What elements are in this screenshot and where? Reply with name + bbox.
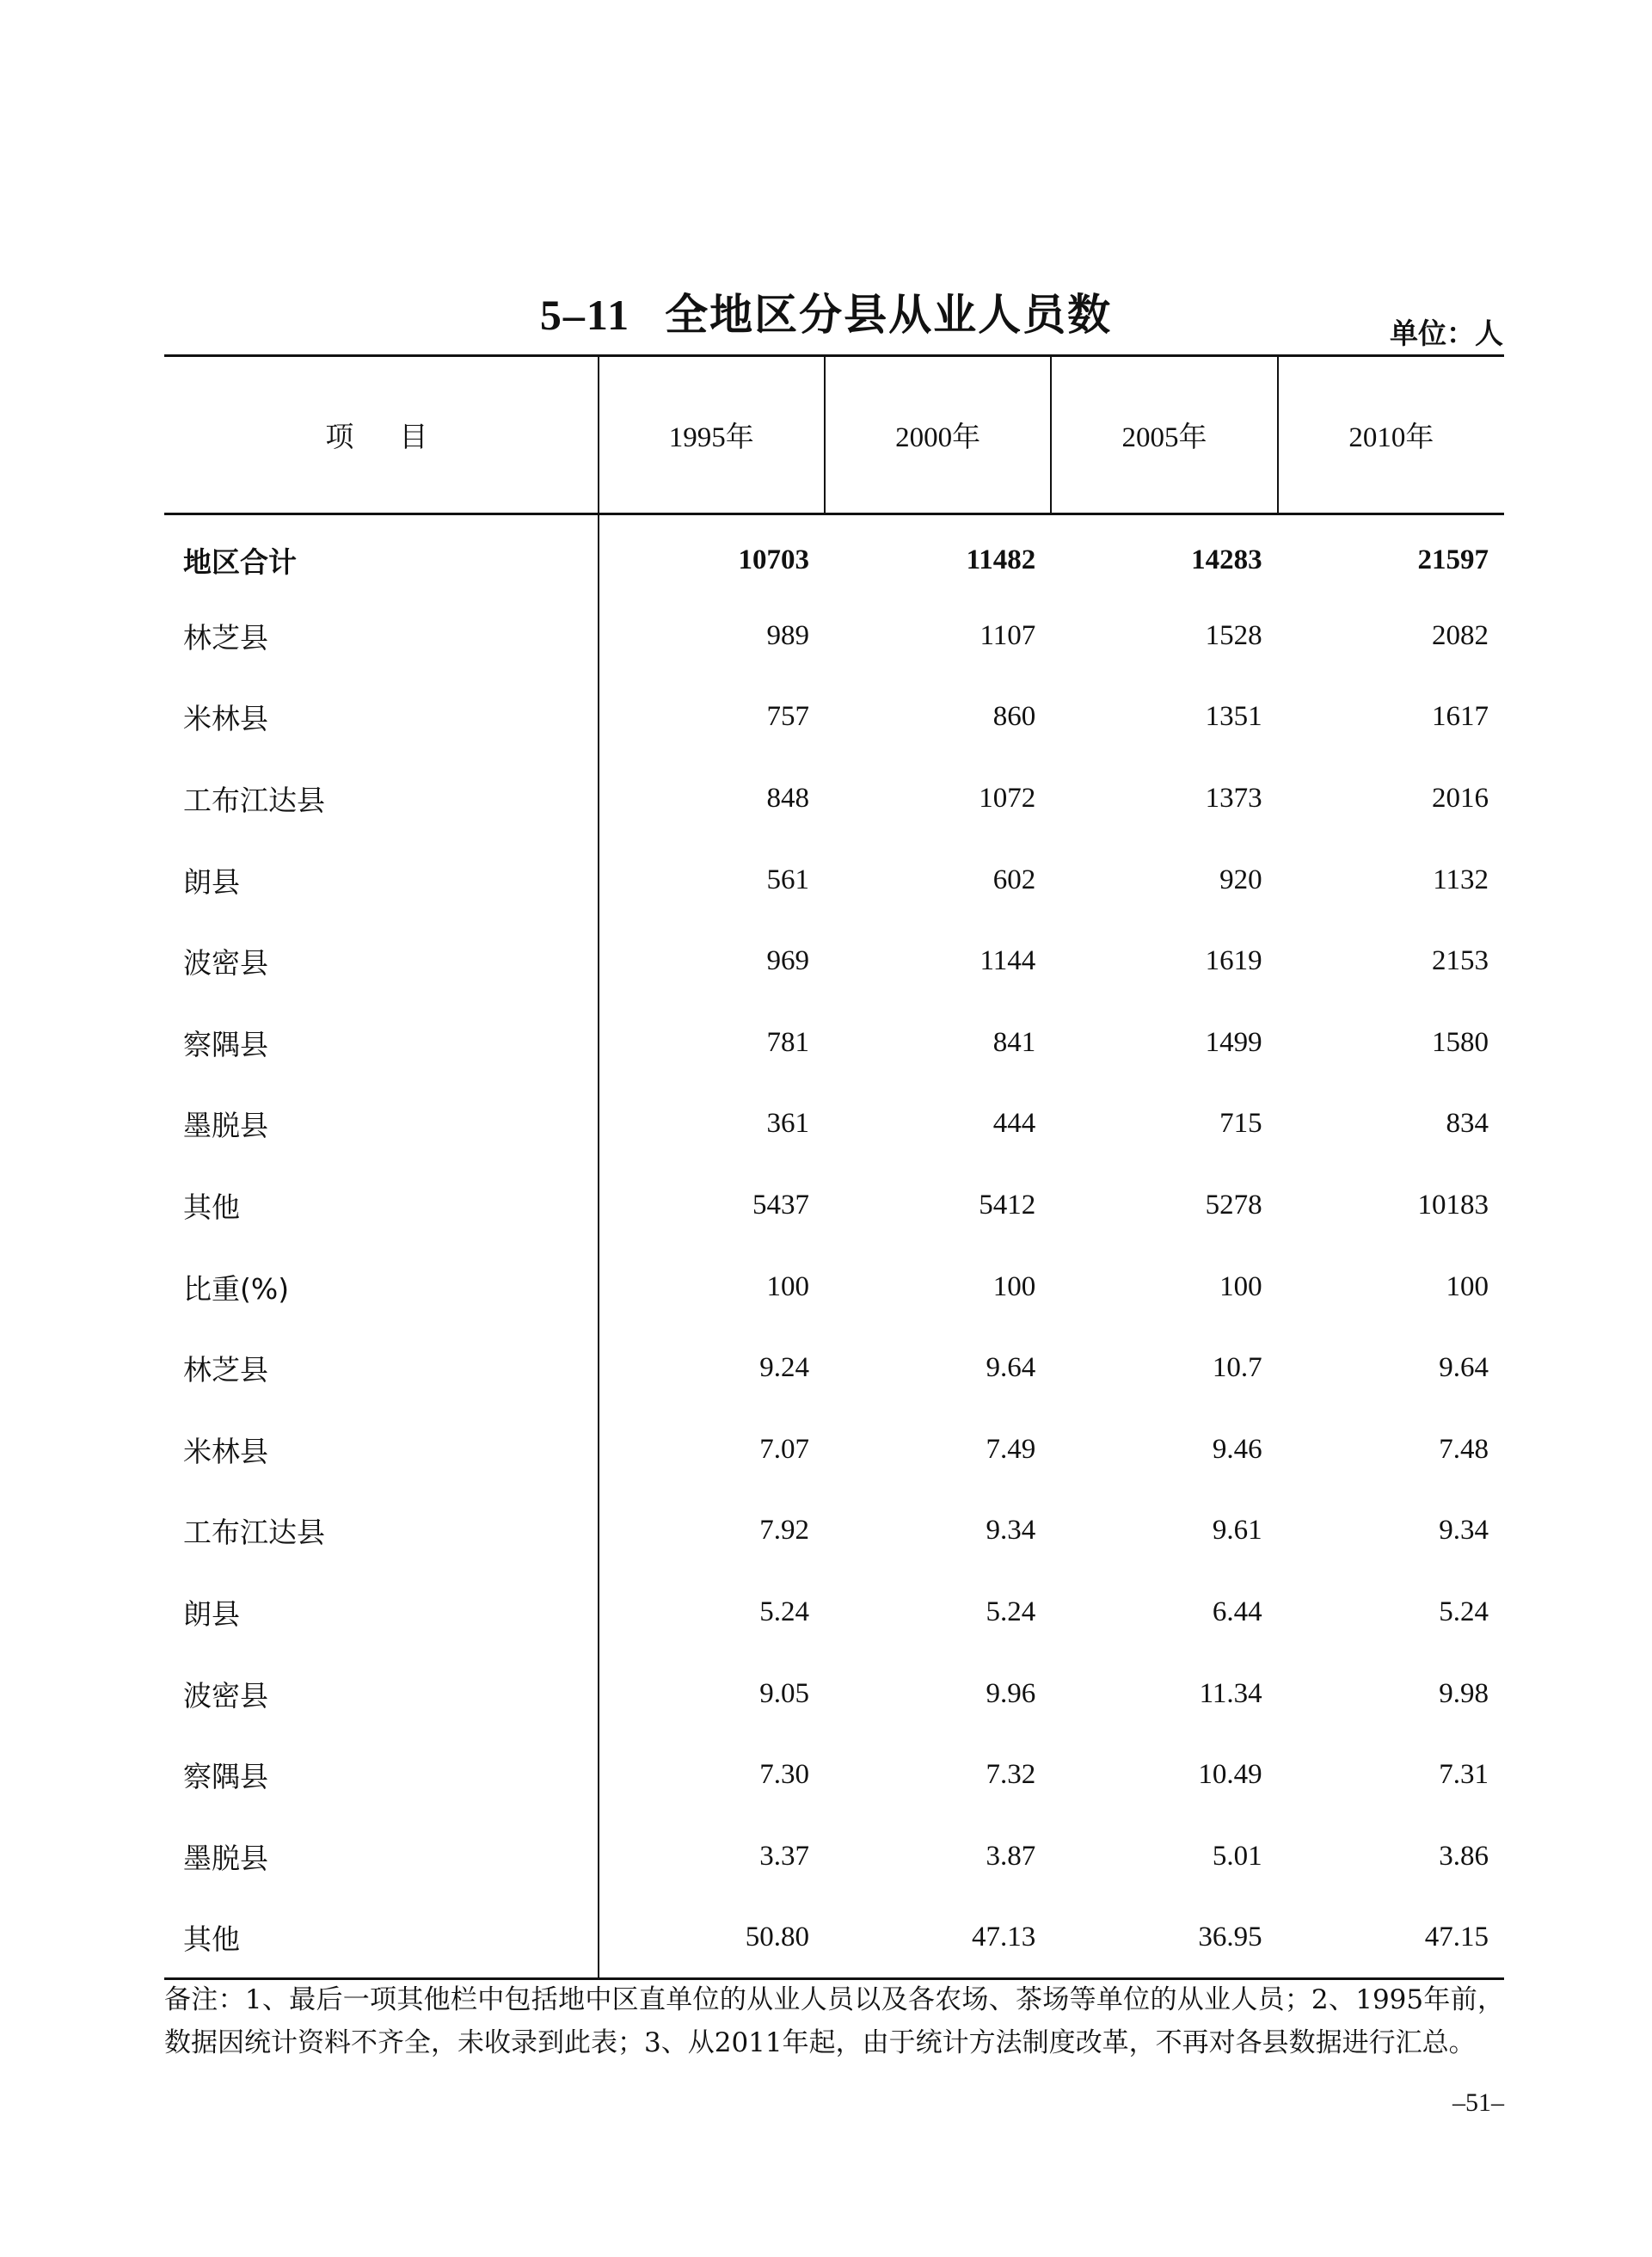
cell-value: 9.98 [1439,1677,1489,1709]
cell-value: 2082 [1432,619,1489,651]
page-number: –51– [1452,2088,1504,2117]
cell-value: 47.13 [825,1897,1051,1979]
table-row [164,1897,1504,1979]
row-label: 墨脱县 [164,1084,599,1165]
cell-value: 2153 [1432,945,1489,977]
cell-value: 3.86 [1439,1840,1489,1872]
header-2005: 2005年 [1051,356,1277,514]
row-label: 波密县 [164,920,599,1002]
table-row [164,1653,1504,1735]
cell-value: 969 [766,945,809,977]
table-row [164,920,1504,1002]
table-row [164,1246,1504,1328]
cell-value: 100 [1219,1270,1262,1302]
cell-value: 10.49 [1198,1759,1262,1791]
cell-value: 920 [1219,864,1262,895]
cell-value: 7.48 [1439,1433,1489,1465]
cell-value: 1619 [1205,945,1262,977]
cell-value: 9.64 [986,1352,1036,1384]
cell-value: 1617 [1432,701,1489,733]
cell-value: 7.92 [759,1515,809,1547]
table-header-row [164,356,1504,514]
cell-value: 7.07 [759,1433,809,1465]
cell-value: 9.61 [1212,1515,1262,1547]
cell-value: 9.34 [1439,1515,1489,1547]
row-label: 朗县 [164,1571,599,1653]
table-row [164,1409,1504,1491]
footnote: 备注：1、最后一项其他栏中包括地中区直单位的从业人员以及各农场、茶场等单位的从业人员；2、1995年前，数据因统计资料不齐全，未收录到此表；3、从2011年起，由于统计方法制度改革，不再对各县数据进行汇总。 [164,1984,1504,2058]
row-label: 米林县 [164,677,599,759]
table-body [164,514,1504,1979]
row-label: 比重(%) [164,1246,599,1328]
cell-value: 100 [1446,1270,1489,1302]
row-label: 米林县 [164,1409,599,1491]
row-label: 波密县 [164,1653,599,1735]
row-label: 墨脱县 [164,1816,599,1897]
table-row [164,1571,1504,1653]
cell-value: 47.15 [1278,1897,1504,1979]
cell-value: 7.30 [759,1759,809,1791]
cell-value: 7.32 [986,1759,1036,1791]
cell-value: 757 [766,701,809,733]
cell-value: 10.7 [1212,1352,1262,1384]
cell-value: 21597 [1417,544,1489,576]
cell-value: 3.87 [986,1840,1036,1872]
cell-value: 100 [766,1270,809,1302]
row-label: 林芝县 [164,595,599,677]
cell-value: 9.64 [1439,1352,1489,1384]
cell-value: 1499 [1205,1026,1262,1058]
cell-value: 10183 [1417,1190,1489,1221]
cell-value: 9.96 [986,1677,1036,1709]
cell-value: 9.05 [759,1677,809,1709]
cell-value: 841 [992,1026,1036,1058]
cell-value: 1107 [980,619,1036,651]
table-row [164,1165,1504,1246]
table-title: 全地区分县从业人员数 [665,288,1113,340]
table-row [164,1734,1504,1816]
cell-value: 5278 [1205,1190,1262,1221]
cell-value: 444 [992,1108,1036,1140]
cell-value: 36.95 [1051,1897,1277,1979]
row-label: 其他 [164,1897,599,1979]
cell-value: 5412 [979,1190,1036,1221]
table-row [164,1084,1504,1165]
table-row [164,1327,1504,1409]
table-row [164,839,1504,921]
cell-value: 1144 [980,945,1036,977]
cell-value: 1351 [1205,701,1262,733]
row-label: 工布江达县 [164,758,599,839]
cell-value: 9.24 [759,1352,809,1384]
cell-value: 602 [992,864,1036,895]
table-row [164,514,1504,596]
employment-table [164,354,1504,1980]
cell-value: 5.24 [986,1596,1036,1628]
cell-value: 5437 [752,1190,809,1221]
cell-value: 1072 [979,783,1036,815]
cell-value: 50.80 [599,1897,825,1979]
cell-value: 1580 [1432,1026,1489,1058]
cell-value: 11.34 [1199,1677,1262,1709]
cell-value: 5.01 [1212,1840,1262,1872]
table-number: 5–11 [539,290,631,339]
row-label: 朗县 [164,839,599,921]
cell-value: 7.49 [986,1433,1036,1465]
cell-value: 561 [766,864,809,895]
cell-value: 5.24 [1439,1596,1489,1628]
header-2000: 2000年 [825,356,1051,514]
cell-value: 848 [766,783,809,815]
unit-label: 单位：人 [1390,317,1503,350]
cell-value: 9.34 [986,1515,1036,1547]
cell-value: 7.31 [1439,1759,1489,1791]
cell-value: 860 [992,701,1036,733]
header-item: 项 目 [164,356,599,514]
row-label: 工布江达县 [164,1491,599,1572]
cell-value: 3.37 [759,1840,809,1872]
row-label: 地区合计 [164,514,599,596]
table-row [164,595,1504,677]
header-1995: 1995年 [599,356,825,514]
cell-value: 2016 [1432,783,1489,815]
cell-value: 834 [1446,1108,1489,1140]
table-row [164,1002,1504,1084]
table-row [164,1816,1504,1897]
cell-value: 361 [766,1108,809,1140]
row-label: 其他 [164,1165,599,1246]
cell-value: 10703 [738,544,809,576]
row-label: 察隅县 [164,1002,599,1084]
cell-value: 14283 [1191,544,1262,576]
table-row [164,758,1504,839]
row-label: 林芝县 [164,1327,599,1409]
cell-value: 1132 [1433,864,1489,895]
cell-value: 6.44 [1212,1596,1262,1628]
cell-value: 100 [992,1270,1036,1302]
cell-value: 715 [1219,1108,1262,1140]
row-label: 察隅县 [164,1734,599,1816]
cell-value: 1373 [1205,783,1262,815]
header-2010: 2010年 [1278,356,1504,514]
cell-value: 1528 [1205,619,1262,651]
cell-value: 11482 [966,544,1036,576]
cell-value: 9.46 [1212,1433,1262,1465]
table-row [164,1491,1504,1572]
cell-value: 5.24 [759,1596,809,1628]
cell-value: 781 [766,1026,809,1058]
table-row [164,677,1504,759]
cell-value: 989 [766,619,809,651]
